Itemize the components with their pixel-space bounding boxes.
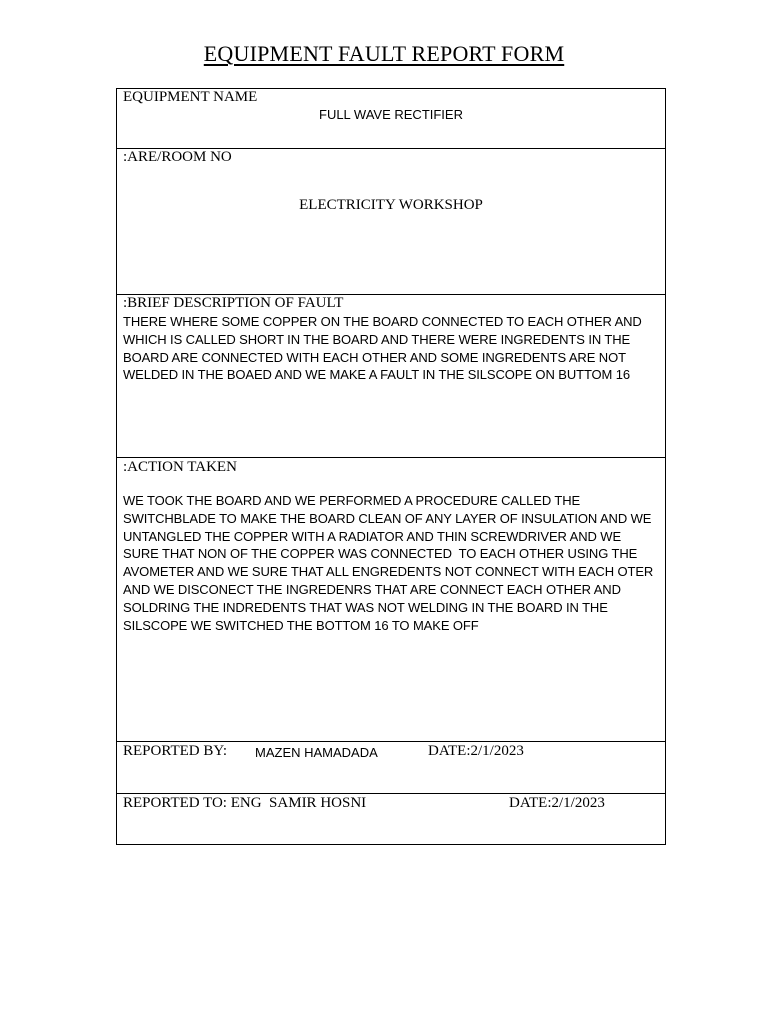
- action-taken-label: :ACTION TAKEN: [123, 459, 237, 475]
- area-room-value: ELECTRICITY WORKSHOP: [299, 197, 483, 213]
- area-room-row: [117, 149, 665, 295]
- fault-description-line: WELDED IN THE BOAED AND WE MAKE A FAULT IN THE SILSCOPE ON BUTTOM 16: [123, 367, 631, 383]
- reported-by-row: [117, 742, 665, 794]
- fault-report-form: [116, 88, 666, 845]
- fault-description-label: :BRIEF DESCRIPTION OF FAULT: [123, 295, 344, 311]
- action-taken-line: WE TOOK THE BOARD AND WE PERFORMED A PROCEDURE CALLED THE: [123, 493, 581, 508]
- action-taken-row: [117, 458, 665, 742]
- action-taken-line: AND WE DISCONECT THE INGREDENRS THAT ARE CONNECT EACH OTHER AND: [123, 581, 621, 597]
- action-taken-line: SWITCHBLADE TO MAKE THE BOARD CLEAN OF ANY LAYER OF INSULATION AND WE: [123, 510, 652, 526]
- reported-to-row: [117, 794, 665, 844]
- fault-description-line: THERE WHERE SOME COPPER ON THE BOARD CONNECTED TO EACH OTHER AND: [123, 314, 642, 329]
- fault-description-line: BOARD ARE CONNECTED WITH EACH OTHER AND SOME INGREDENTS ARE NOT: [123, 349, 626, 365]
- reported-to-date: DATE:2/1/2023: [509, 795, 605, 811]
- action-taken-line: SOLDRING THE INDREDENTS THAT WAS NOT WELDING IN THE BOARD IN THE: [123, 599, 608, 615]
- reported-by-label: REPORTED BY:: [123, 743, 227, 759]
- action-taken-line: SILSCOPE WE SWITCHED THE BOTTOM 16 TO MAKE OFF: [123, 617, 479, 633]
- equipment-name-row: [117, 89, 665, 149]
- action-taken-line: AVOMETER AND WE SURE THAT ALL ENGREDENTS NOT CONNECT WITH EACH OTER: [123, 564, 654, 580]
- fault-description-line: WHICH IS CALLED SHORT IN THE BOARD AND THERE WERE INGREDENTS IN THE: [123, 331, 631, 347]
- reported-by-name: MAZEN HAMADADA: [255, 745, 378, 760]
- fault-description-text: [123, 313, 661, 384]
- equipment-name-value: FULL WAVE RECTIFIER: [319, 107, 463, 122]
- reported-by-date: DATE:2/1/2023: [428, 743, 524, 759]
- page-title: EQUIPMENT FAULT REPORT FORM: [203, 41, 565, 66]
- action-taken-line: SURE THAT NON OF THE COPPER WAS CONNECTED TO EACH OTHER USING THE: [123, 546, 638, 562]
- action-taken-text: [123, 492, 663, 634]
- action-taken-line: UNTANGLED THE COPPER WITH A RADIATOR AND THIN SCREWDRIVER AND WE: [123, 528, 622, 544]
- area-room-label: :ARE/ROOM NO: [123, 149, 232, 165]
- equipment-name-label: EQUIPMENT NAME: [123, 89, 258, 105]
- fault-description-row: [117, 295, 665, 458]
- reported-to-label: REPORTED TO: ENG SAMIR HOSNI: [123, 795, 367, 811]
